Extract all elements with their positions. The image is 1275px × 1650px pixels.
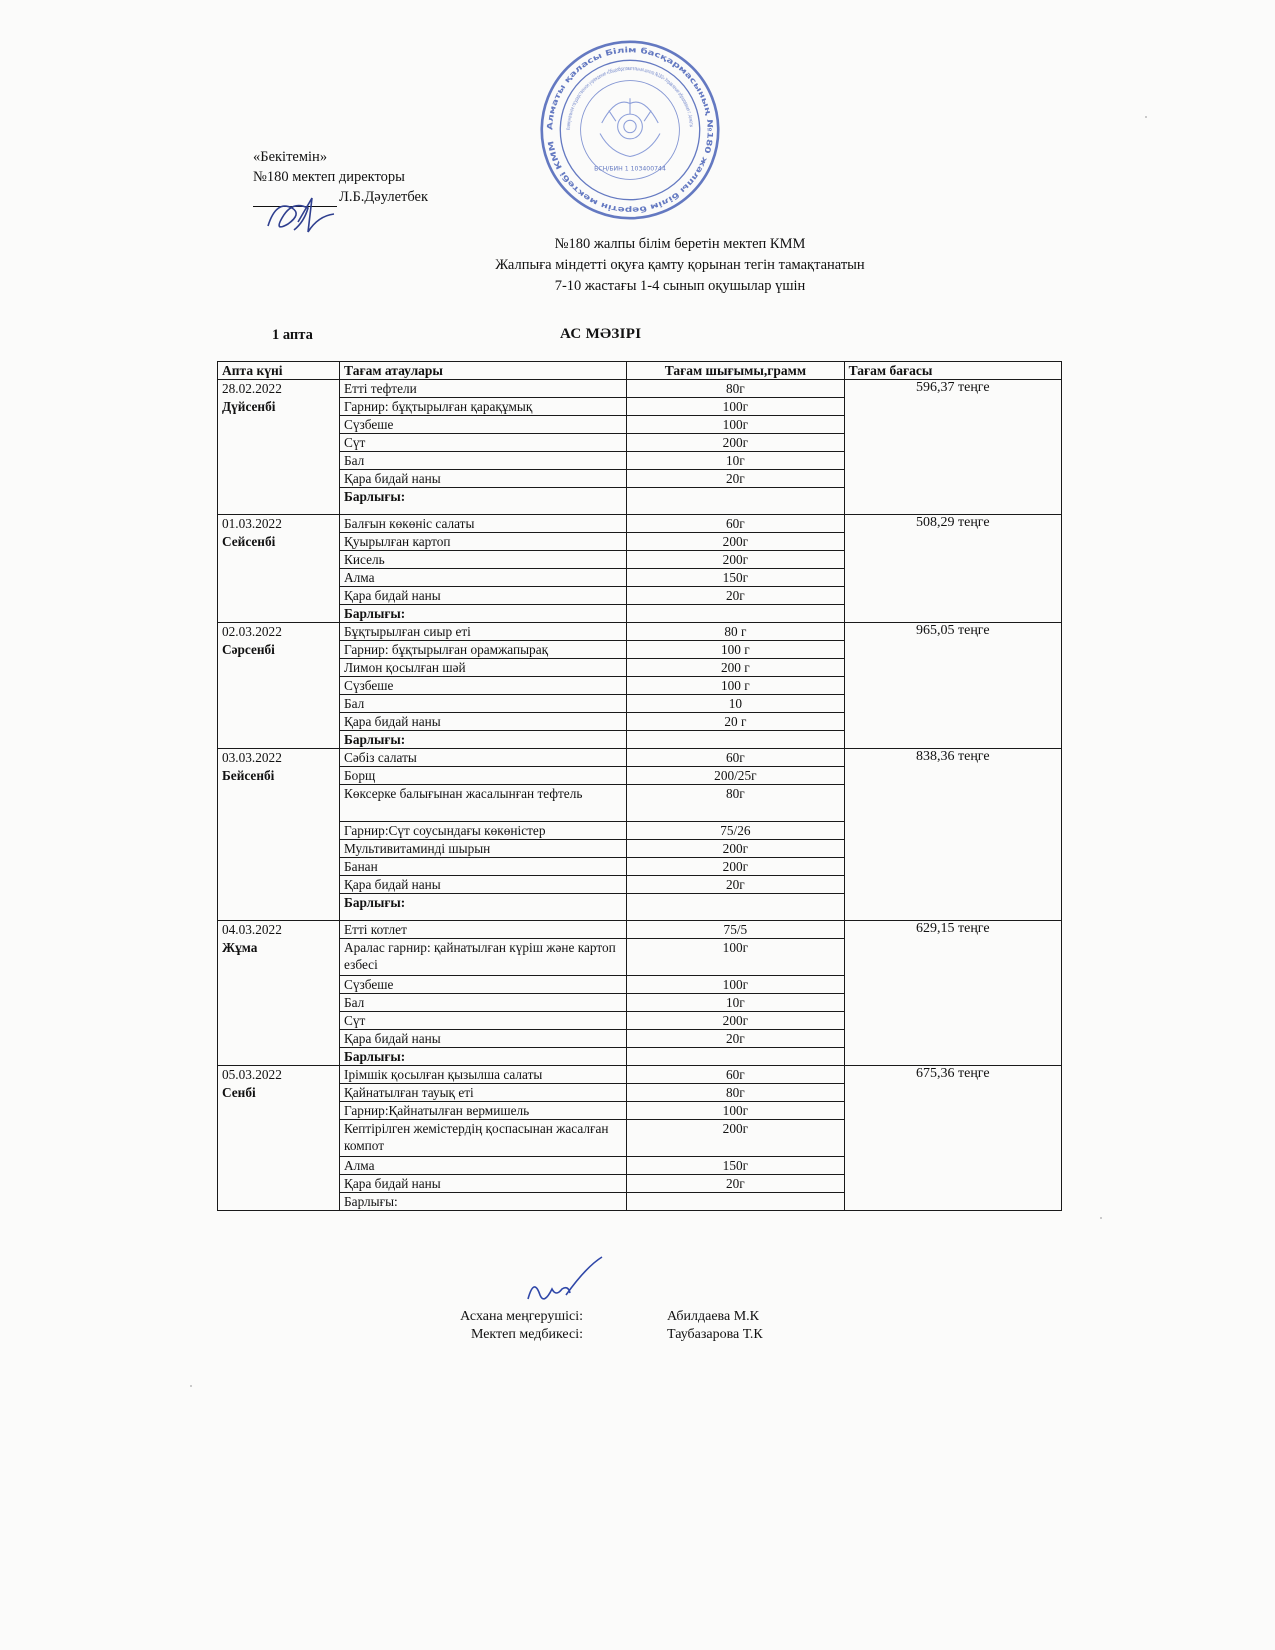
- dish-amount: 80г: [627, 785, 844, 822]
- menu-row: [218, 749, 1062, 767]
- menu-row: [218, 921, 1062, 939]
- menu-title: АС МӘЗІРІ: [560, 326, 642, 342]
- dish-name: Етті тефтели: [340, 380, 627, 398]
- dish-amount: 150г: [627, 569, 844, 587]
- dish-amount: 60г: [627, 749, 844, 767]
- dish-amount: 80г: [627, 1084, 844, 1102]
- day-date: 01.03.2022: [222, 516, 282, 531]
- dish-amount: 100 г: [627, 677, 844, 695]
- dish-name: Банан: [340, 858, 627, 876]
- table-header-row: [218, 362, 1062, 380]
- day-weekday: Сәрсенбі: [222, 642, 275, 657]
- dish-amount: 20г: [627, 587, 844, 605]
- dish-name: Бал: [340, 452, 627, 470]
- dish-name: Борщ: [340, 767, 627, 785]
- director-name: Л.Б.Дәулетбек: [339, 189, 429, 205]
- signature-row-canteen: [383, 1308, 763, 1326]
- menu-row: [218, 623, 1062, 641]
- dish-name: Сүт: [340, 434, 627, 452]
- column-header-day: Апта күні: [218, 362, 340, 380]
- dish-name: Сүт: [340, 1012, 627, 1030]
- dish-name: Сәбіз салаты: [340, 749, 627, 767]
- stamp-id-text: БСН/БИН 1 103400744: [594, 165, 666, 173]
- dish-amount: 100г: [627, 398, 844, 416]
- total-label: Барлығы:: [340, 894, 627, 921]
- day-date: 05.03.2022: [222, 1067, 282, 1082]
- dish-amount: 60г: [627, 1066, 844, 1084]
- dish-amount: 200г: [627, 840, 844, 858]
- dish-name: Сүзбеше: [340, 976, 627, 994]
- week-label: 1 апта: [272, 327, 313, 343]
- total-label: Барлығы:: [340, 731, 627, 749]
- scan-speck: [190, 1385, 192, 1387]
- menu-table-body: [218, 380, 1062, 1211]
- dish-amount: 200г: [627, 434, 844, 452]
- total-label: Барлығы:: [340, 605, 627, 623]
- total-amount-empty: [627, 731, 844, 749]
- header-audience: 7-10 жастағы 1-4 сынып оқушылар үшін: [554, 278, 806, 294]
- column-header-amount: Тағам шығымы,грамм: [627, 362, 844, 380]
- dish-name: Кептірілген жемістердің қоспасынан жасалған компот: [340, 1120, 627, 1157]
- header-subtitle: Жалпыға міндетті оқуға қамту қорынан тегін тамақтанатын: [495, 257, 865, 273]
- total-amount-empty: [627, 1048, 844, 1066]
- dish-amount: 10г: [627, 452, 844, 470]
- day-date: 03.03.2022: [222, 750, 282, 765]
- dish-name: Қара бидай наны: [340, 713, 627, 731]
- dish-name: Қара бидай наны: [340, 1175, 627, 1193]
- dish-amount: 20 г: [627, 713, 844, 731]
- dish-amount: 10: [627, 695, 844, 713]
- day-weekday: Жұма: [222, 940, 258, 955]
- dish-name: Бұқтырылған сиыр еті: [340, 623, 627, 641]
- dish-name: Сүзбеше: [340, 416, 627, 434]
- total-amount-empty: [627, 605, 844, 623]
- dish-amount: 200г: [627, 858, 844, 876]
- dish-name: Ірімшік қосылған қызылша салаты: [340, 1066, 627, 1084]
- dish-name: Қара бидай наны: [340, 876, 627, 894]
- day-cell: [218, 515, 340, 623]
- emblem-icon: [600, 98, 660, 156]
- dish-name: Қуырылған картоп: [340, 533, 627, 551]
- dish-amount: 20г: [627, 1175, 844, 1193]
- day-cell: [218, 921, 340, 1066]
- dish-name: Аралас гарнир: қайнатылған күріш және картоп езбесі: [340, 939, 627, 976]
- day-weekday: Сенбі: [222, 1085, 256, 1100]
- dish-amount: 100 г: [627, 641, 844, 659]
- dish-name: Қара бидай наны: [340, 1030, 627, 1048]
- director-signature: [258, 192, 358, 242]
- dish-name: Бал: [340, 994, 627, 1012]
- dish-amount: 100г: [627, 976, 844, 994]
- day-price: 596,37 теңге: [844, 380, 1061, 515]
- dish-name: Алма: [340, 569, 627, 587]
- menu-table: [217, 361, 1062, 1211]
- signature-name: Абилдаева М.К: [667, 1309, 759, 1324]
- dish-amount: 100г: [627, 939, 844, 976]
- menu-row: [218, 1066, 1062, 1084]
- dish-name: Гарнир:Сүт соусындағы көкөністер: [340, 822, 627, 840]
- total-label: Барлығы:: [340, 488, 627, 515]
- signature-role: Асхана меңгерушісі:: [460, 1309, 583, 1324]
- dish-amount: 200г: [627, 1012, 844, 1030]
- day-date: 04.03.2022: [222, 922, 282, 937]
- total-label: Барлығы:: [340, 1193, 627, 1211]
- day-cell: [218, 380, 340, 515]
- day-price: 508,29 теңге: [844, 515, 1061, 623]
- dish-amount: 200г: [627, 533, 844, 551]
- day-price: 675,36 теңге: [844, 1066, 1061, 1211]
- dish-amount: 100г: [627, 1102, 844, 1120]
- day-date: 02.03.2022: [222, 624, 282, 639]
- dish-amount: 75/5: [627, 921, 844, 939]
- scan-speck: [1100, 1217, 1102, 1219]
- director-title: №180 мектеп директоры: [253, 169, 405, 185]
- column-header-dish: Тағам атаулары: [340, 362, 627, 380]
- dish-name: Гарнир: бұқтырылған қарақұмық: [340, 398, 627, 416]
- dish-amount: 200г: [627, 1120, 844, 1157]
- dish-amount: 20г: [627, 470, 844, 488]
- day-cell: [218, 1066, 340, 1211]
- dish-amount: 20г: [627, 1030, 844, 1048]
- document-header: [430, 234, 930, 297]
- approval-line: «Бекітемін»: [253, 149, 328, 165]
- stamp-outer-text: Алматы қаласы Білім басқармасының №180 жалпы білім беретін мектебі КММ: [545, 45, 715, 215]
- dish-name: Бал: [340, 695, 627, 713]
- dish-name: Етті котлет: [340, 921, 627, 939]
- day-price: 629,15 теңге: [844, 921, 1061, 1066]
- dish-amount: 80 г: [627, 623, 844, 641]
- day-price: 965,05 теңге: [844, 623, 1061, 749]
- total-label: Барлығы:: [340, 1048, 627, 1066]
- dish-amount: 100г: [627, 416, 844, 434]
- dish-name: Балғын көкөніс салаты: [340, 515, 627, 533]
- dish-name: Қайнатылған тауық еті: [340, 1084, 627, 1102]
- signature-name: Таубазарова Т.К: [667, 1327, 763, 1342]
- column-header-price: Тағам бағасы: [844, 362, 1061, 380]
- day-cell: [218, 749, 340, 921]
- dish-amount: 60г: [627, 515, 844, 533]
- day-weekday: Бейсенбі: [222, 768, 275, 783]
- dish-name: Кисель: [340, 551, 627, 569]
- signatures-footer: [383, 1308, 763, 1344]
- menu-row: [218, 515, 1062, 533]
- dish-amount: 20г: [627, 876, 844, 894]
- total-amount-empty: [627, 1193, 844, 1211]
- dish-name: Қара бидай наны: [340, 470, 627, 488]
- dish-name: Сүзбеше: [340, 677, 627, 695]
- dish-amount: 75/26: [627, 822, 844, 840]
- dish-amount: 80г: [627, 380, 844, 398]
- day-weekday: Дүйсенбі: [222, 399, 276, 414]
- signature-role: Мектеп медбикесі:: [470, 1327, 583, 1342]
- dish-amount: 150г: [627, 1157, 844, 1175]
- dish-name: Алма: [340, 1157, 627, 1175]
- dish-amount: 200г: [627, 551, 844, 569]
- day-weekday: Сейсенбі: [222, 534, 276, 549]
- dish-amount: 200/25г: [627, 767, 844, 785]
- stamp-inner-text: Коммунальное государственное учреждение «Общеобразовательная школа №180» Управления образования г. Алматы: [565, 65, 695, 131]
- scan-speck: [1145, 116, 1147, 118]
- day-date: 28.02.2022: [222, 381, 282, 396]
- school-name: №180 жалпы білім беретін мектеп КММ: [554, 236, 806, 252]
- total-amount-empty: [627, 488, 844, 515]
- signature-row-nurse: [383, 1326, 763, 1344]
- total-amount-empty: [627, 894, 844, 921]
- menu-row: [218, 380, 1062, 398]
- dish-name: Гарнир:Қайнатылған вермишель: [340, 1102, 627, 1120]
- day-cell: [218, 623, 340, 749]
- dish-name: Көксерке балығынан жасалынған тефтель: [340, 785, 627, 822]
- dish-amount: 200 г: [627, 659, 844, 677]
- dish-name: Гарнир: бұқтырылған орамжапырақ: [340, 641, 627, 659]
- dish-name: Мультивитаминді шырын: [340, 840, 627, 858]
- day-price: 838,36 теңге: [844, 749, 1061, 921]
- dish-amount: 10г: [627, 994, 844, 1012]
- dish-name: Лимон қосылған шәй: [340, 659, 627, 677]
- staff-signatures: [520, 1255, 630, 1305]
- school-seal-stamp: [540, 40, 720, 220]
- dish-name: Қара бидай наны: [340, 587, 627, 605]
